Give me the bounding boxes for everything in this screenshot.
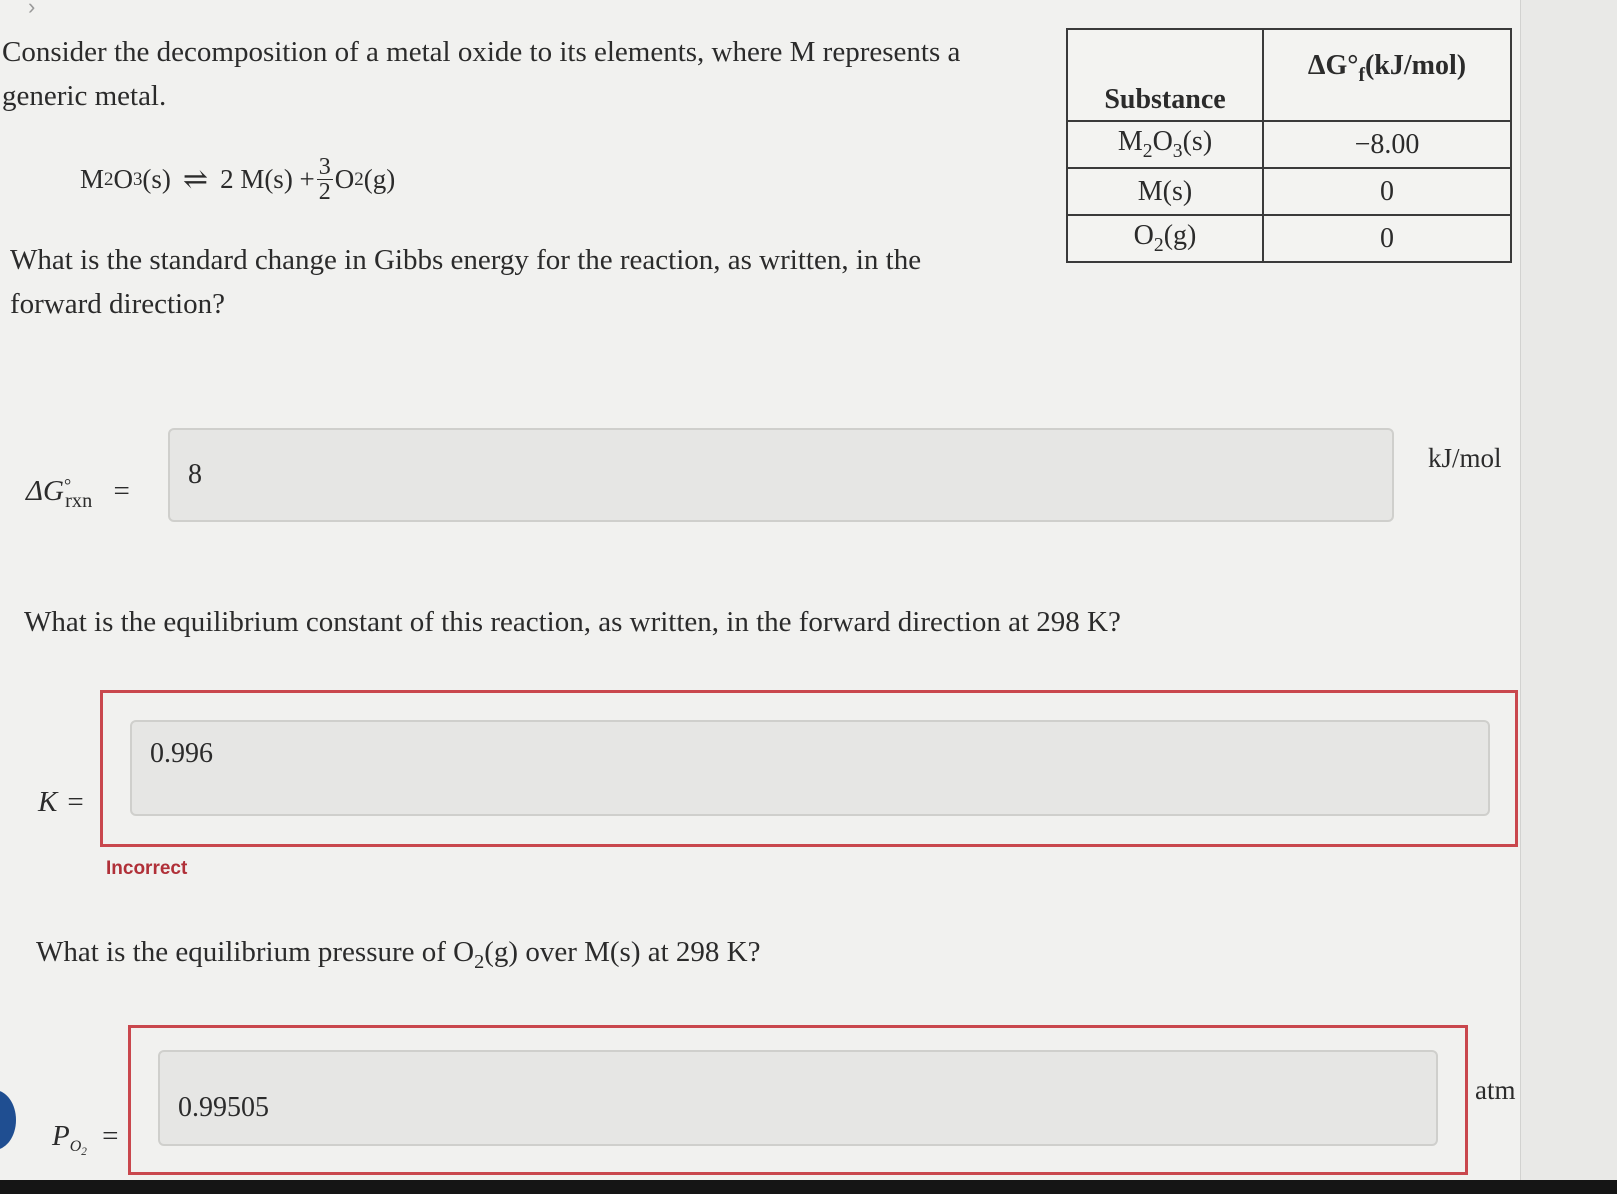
question-2-text: What is the equilibrium constant of this reaction, as written, in the forward direction at 298 K? <box>24 606 1121 638</box>
substance-cell: M(s) <box>1067 168 1263 215</box>
table-header-row <box>1067 29 1511 121</box>
expand-chevron-icon[interactable]: › <box>28 0 36 19</box>
header-substance: Substance <box>1067 29 1263 121</box>
reaction-equation: M 2 O 3 (s) ⇌ 2 M(s) + $\frac{3}{2}$ O 2 (g) <box>80 154 396 205</box>
value-cell: 0 <box>1263 215 1511 262</box>
delta-g-answer-input[interactable]: 8 <box>168 428 1394 522</box>
value-cell: −8.00 <box>1263 121 1511 168</box>
gibbs-energy-table <box>1066 28 1512 263</box>
k-answer-input[interactable]: 0.996 <box>130 720 1490 816</box>
k-feedback-incorrect: Incorrect <box>106 858 188 879</box>
p-o2-answer-input[interactable]: 0.99505 <box>158 1050 1438 1146</box>
question-3-text: What is the equilibrium pressure of $O_2(g)$ over M(s) at 298 K? <box>36 936 761 974</box>
p-o2-unit: atm <box>1475 1075 1516 1105</box>
substance-cell: $O_2(g)$ <box>1067 215 1263 262</box>
equilibrium-arrow-icon: ⇌ <box>182 163 209 196</box>
delta-g-rxn-label: $\Delta G^\circ_{rxn}$ = <box>26 475 130 513</box>
help-bubble-icon[interactable] <box>0 1090 16 1150</box>
substance-cell: $M_2O_3(s)$ <box>1067 121 1263 168</box>
delta-g-unit: kJ/mol <box>1428 443 1502 473</box>
coefficient-fraction: $\frac{3}{2}$ <box>318 154 331 205</box>
screen-bezel <box>0 1180 1617 1194</box>
header-delta-g: $\Delta G^\circ_f(kJ/mol)$ <box>1263 29 1511 121</box>
value-cell: 0 <box>1263 168 1511 215</box>
p-o2-label: $P_{O_2}$ = <box>52 1120 119 1158</box>
table-row <box>1067 215 1511 262</box>
side-panel <box>1520 0 1617 1194</box>
question-1-text: What is the standard change in Gibbs energy for the reaction, as written, in the forward direction? <box>10 244 922 320</box>
table-row <box>1067 121 1511 168</box>
intro-text: Consider the decomposition of a metal oxide to its elements, where M represents a generic metal. <box>2 36 961 112</box>
table-row <box>1067 168 1511 215</box>
k-label: K = <box>38 786 84 818</box>
